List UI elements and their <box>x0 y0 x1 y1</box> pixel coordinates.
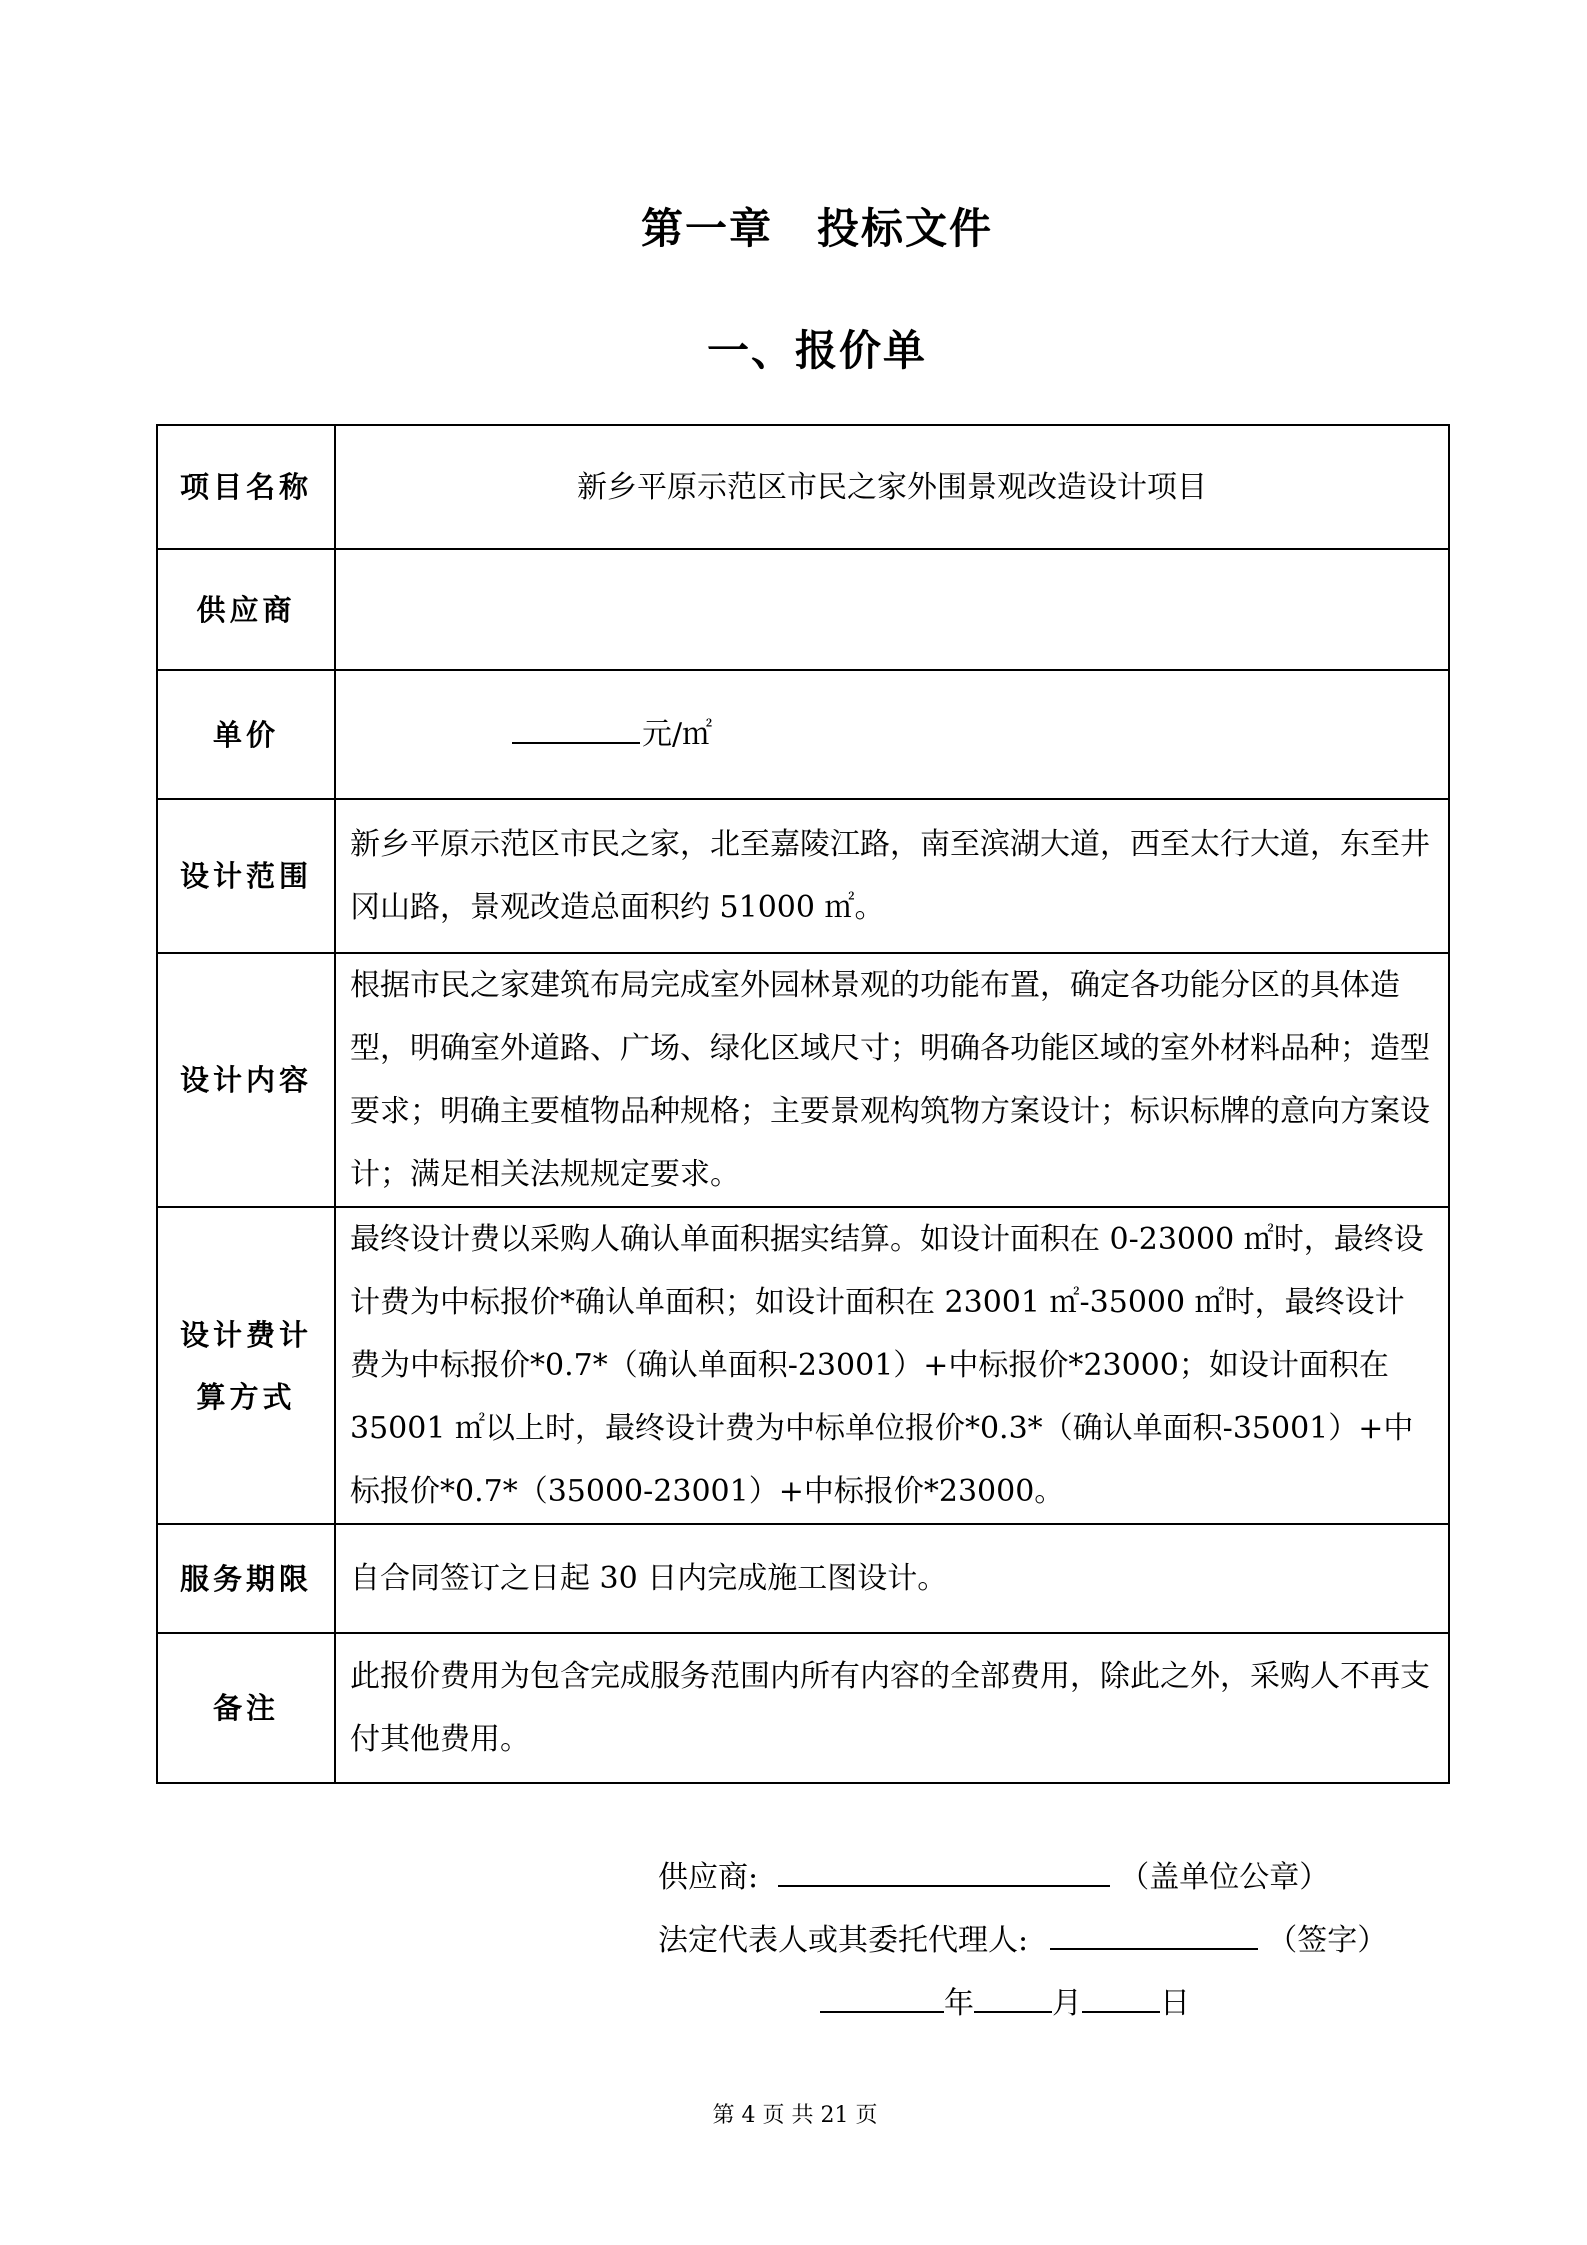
table-row-remarks <box>157 1633 1449 1783</box>
table-row-unit-price <box>157 670 1449 799</box>
fee-method-value: 最终设计费以采购人确认单面积据实结算。如设计面积在 0-23000 ㎡时，最终设计费为中标报价*确认单面积；如设计面积在 23001 ㎡-35000 ㎡时，最终设计费为中标报价*0.7*（确认单面积-23001）+中标报价*23000；如设计面积在 35001 ㎡以上时，最终设计费为中标单位报价*0.3*（确认单面积-35001）+中标报价*0.7*（35000-23001）+中标报价*23000。 <box>335 1207 1449 1524</box>
supplier-value[interactable] <box>335 549 1449 670</box>
project-name-label: 项目名称 <box>157 425 335 549</box>
representative-label: 法定代表人或其委托代理人: <box>658 1923 1029 1958</box>
day-label: 日 <box>1160 1986 1190 2021</box>
unit-price-unit: 元/㎡ <box>642 717 713 752</box>
fee-method-label-line1: 设计费计 <box>179 1317 312 1352</box>
supplier-signature-line <box>658 1852 1329 1896</box>
representative-sign-note: （签字） <box>1267 1923 1388 1958</box>
design-scope-value: 新乡平原示范区市民之家，北至嘉陵江路，南至滨湖大道，西至太行大道，东至井冈山路，景观改造总面积约 51000 ㎡。 <box>335 799 1449 953</box>
year-label: 年 <box>944 1986 974 2021</box>
unit-price-cell <box>335 670 1449 799</box>
year-blank[interactable] <box>820 1981 944 2013</box>
date-line <box>820 1978 1190 2022</box>
chapter-title: 第一章 投标文件 <box>640 204 993 253</box>
unit-price-blank[interactable] <box>512 708 640 744</box>
page-number: 第 4 页 共 21 页 <box>712 2103 878 2128</box>
month-blank[interactable] <box>974 1981 1052 2013</box>
month-label: 月 <box>1052 1986 1082 2021</box>
representative-signature-blank[interactable] <box>1050 1918 1258 1950</box>
table-row-design-content <box>157 953 1449 1207</box>
day-blank[interactable] <box>1082 1981 1160 2013</box>
unit-price-label: 单价 <box>157 670 335 799</box>
design-scope-label: 设计范围 <box>157 799 335 953</box>
table-row-project-name <box>157 425 1449 549</box>
service-period-value: 自合同签订之日起 30 日内完成施工图设计。 <box>335 1524 1449 1633</box>
representative-signature-line <box>658 1915 1387 1959</box>
fee-method-label-line2: 算方式 <box>196 1379 296 1414</box>
service-period-label: 服务期限 <box>157 1524 335 1633</box>
section-title: 一、报价单 <box>706 326 927 375</box>
remarks-value: 此报价费用为包含完成服务范围内所有内容的全部费用，除此之外，采购人不再支付其他费用。 <box>335 1633 1449 1783</box>
table-row-supplier <box>157 549 1449 670</box>
fee-method-label <box>157 1207 335 1524</box>
supplier-label: 供应商 <box>157 549 335 670</box>
remarks-label: 备注 <box>157 1633 335 1783</box>
design-content-value: 根据市民之家建筑布局完成室外园林景观的功能布置，确定各功能分区的具体造型，明确室外道路、广场、绿化区域尺寸；明确各功能区域的室外材料品种；造型要求；明确主要植物品种规格；主要景观构筑物方案设计；标识标牌的意向方案设计；满足相关法规规定要求。 <box>335 953 1449 1207</box>
design-content-label: 设计内容 <box>157 953 335 1207</box>
signature-supplier-label: 供应商: <box>658 1860 759 1895</box>
project-name-value: 新乡平原示范区市民之家外围景观改造设计项目 <box>335 425 1449 549</box>
supplier-seal-note: （盖单位公章） <box>1119 1860 1330 1895</box>
supplier-signature-blank[interactable] <box>778 1855 1110 1887</box>
table-row-fee-method <box>157 1207 1449 1524</box>
table-row-service-period <box>157 1524 1449 1633</box>
table-row-design-scope <box>157 799 1449 953</box>
quotation-table <box>156 424 1450 1784</box>
